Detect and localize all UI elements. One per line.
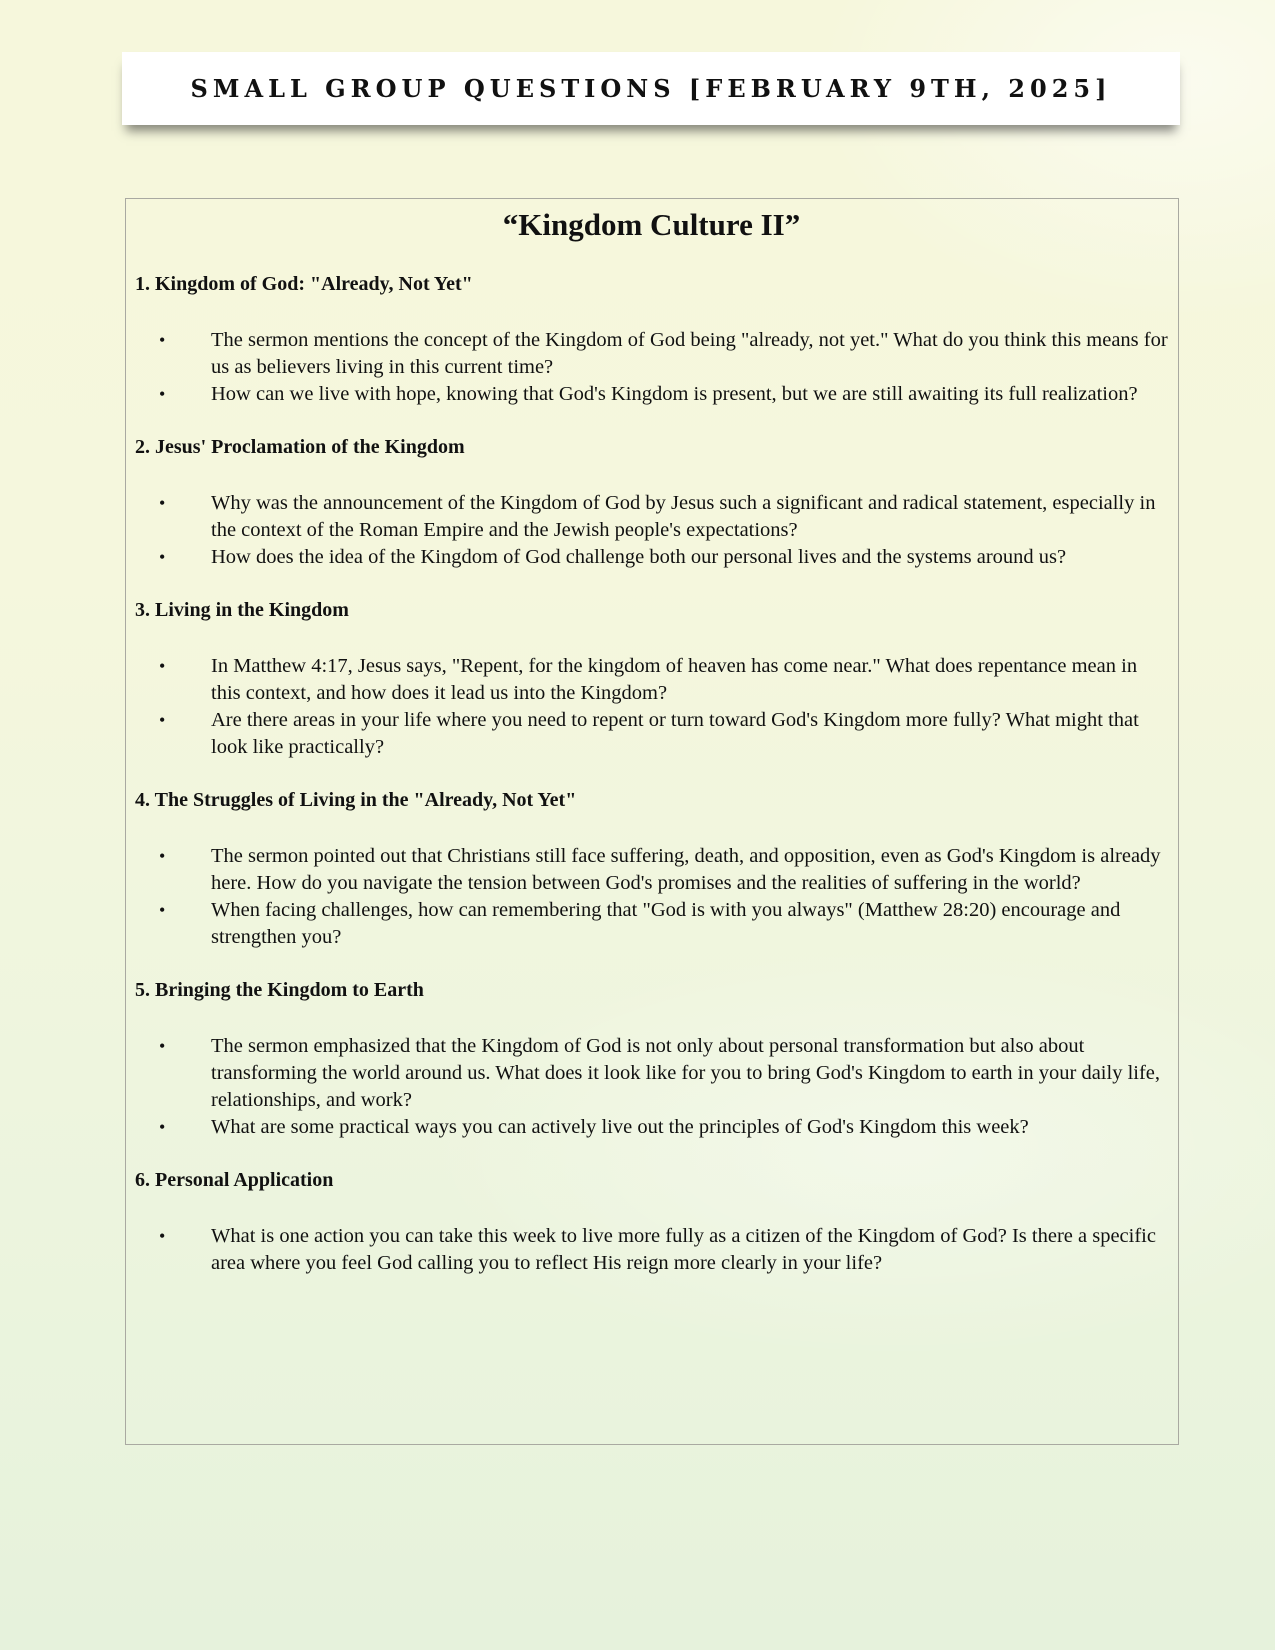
question-text: In Matthew 4:17, Jesus says, "Repent, for the kingdom of heaven has come near." What does repentance mean in this context, and how does it lead us into the Kingdom?	[211, 655, 1138, 704]
question-item	[135, 490, 1168, 544]
section-heading: 5. Bringing the Kingdom to Earth	[135, 979, 424, 1001]
section-heading: 2. Jesus' Proclamation of the Kingdom	[135, 436, 465, 458]
question-item	[135, 1033, 1168, 1114]
question-item	[135, 707, 1168, 761]
bullet-icon: •	[159, 846, 166, 866]
header-banner	[122, 52, 1180, 125]
section-6	[135, 1141, 1168, 1277]
bullet-icon: •	[159, 1226, 166, 1246]
question-item	[135, 327, 1168, 381]
question-text: The sermon emphasized that the Kingdom of God is not only about personal transformation but also about transforming the world around us. What does it look like for you to bring God's Kingdom to earth in your daily life, relationships, and work?	[211, 1035, 1161, 1111]
section-heading: 6. Personal Application	[135, 1169, 334, 1191]
section-3	[135, 571, 1168, 761]
question-list	[135, 814, 1168, 951]
question-text: What are some practical ways you can actively live out the principles of God's Kingdom this week?	[211, 1116, 1029, 1138]
bullet-icon: •	[159, 547, 166, 567]
bullet-icon: •	[159, 656, 166, 676]
section-2	[135, 408, 1168, 571]
question-text: Why was the announcement of the Kingdom of God by Jesus such a significant and radical statement, especially in the context of the Roman Empire and the Jewish people's expectations?	[211, 492, 1156, 541]
section-heading: 3. Living in the Kingdom	[135, 599, 349, 621]
bullet-icon: •	[159, 900, 166, 920]
bullet-icon: •	[159, 710, 166, 730]
question-list	[135, 624, 1168, 761]
question-list	[135, 298, 1168, 408]
section-1	[135, 247, 1168, 408]
question-text: The sermon pointed out that Christians still face suffering, death, and opposition, even as God's Kingdom is already here. How do you navigate the tension between God's promises and the realities of suffering in the world?	[211, 845, 1161, 894]
question-text: What is one action you can take this week to live more fully as a citizen of the Kingdom of God? Is there a specific area where you feel God calling you to reflect His reign more clearly in your life?	[211, 1225, 1156, 1274]
question-list	[135, 1194, 1168, 1277]
section-5	[135, 951, 1168, 1141]
section-heading: 4. The Struggles of Living in the "Already, Not Yet"	[135, 789, 577, 811]
bullet-icon: •	[159, 330, 166, 350]
question-text: How does the idea of the Kingdom of God challenge both our personal lives and the systems around us?	[211, 546, 1067, 568]
question-item	[135, 381, 1168, 408]
bullet-icon: •	[159, 1117, 166, 1137]
question-item	[135, 897, 1168, 951]
sermon-title: “Kingdom Culture II”	[502, 207, 801, 242]
question-item	[135, 1223, 1168, 1277]
question-item	[135, 653, 1168, 707]
question-item	[135, 843, 1168, 897]
bullet-icon: •	[159, 1036, 166, 1056]
question-item	[135, 544, 1168, 571]
bullet-icon: •	[159, 384, 166, 404]
section-heading: 1. Kingdom of God: "Already, Not Yet"	[135, 273, 473, 295]
question-item	[135, 1114, 1168, 1141]
question-list	[135, 461, 1168, 571]
question-text: When facing challenges, how can remembering that "God is with you always" (Matthew 28:20) encourage and strengthen you?	[211, 899, 1121, 948]
questions-box	[125, 198, 1179, 1445]
bullet-icon: •	[159, 493, 166, 513]
question-text: Are there areas in your life where you need to repent or turn toward God's Kingdom more fully? What might that look like practically?	[211, 709, 1139, 758]
question-list	[135, 1004, 1168, 1141]
question-text: How can we live with hope, knowing that God's Kingdom is present, but we are still awaiting its full realization?	[211, 383, 1138, 405]
question-text: The sermon mentions the concept of the Kingdom of God being "already, not yet." What do you think this means for us as believers living in this current time?	[211, 329, 1168, 378]
section-4	[135, 761, 1168, 951]
page-title: SMALL GROUP QUESTIONS [FEBRUARY 9TH, 2025]	[190, 74, 1112, 103]
